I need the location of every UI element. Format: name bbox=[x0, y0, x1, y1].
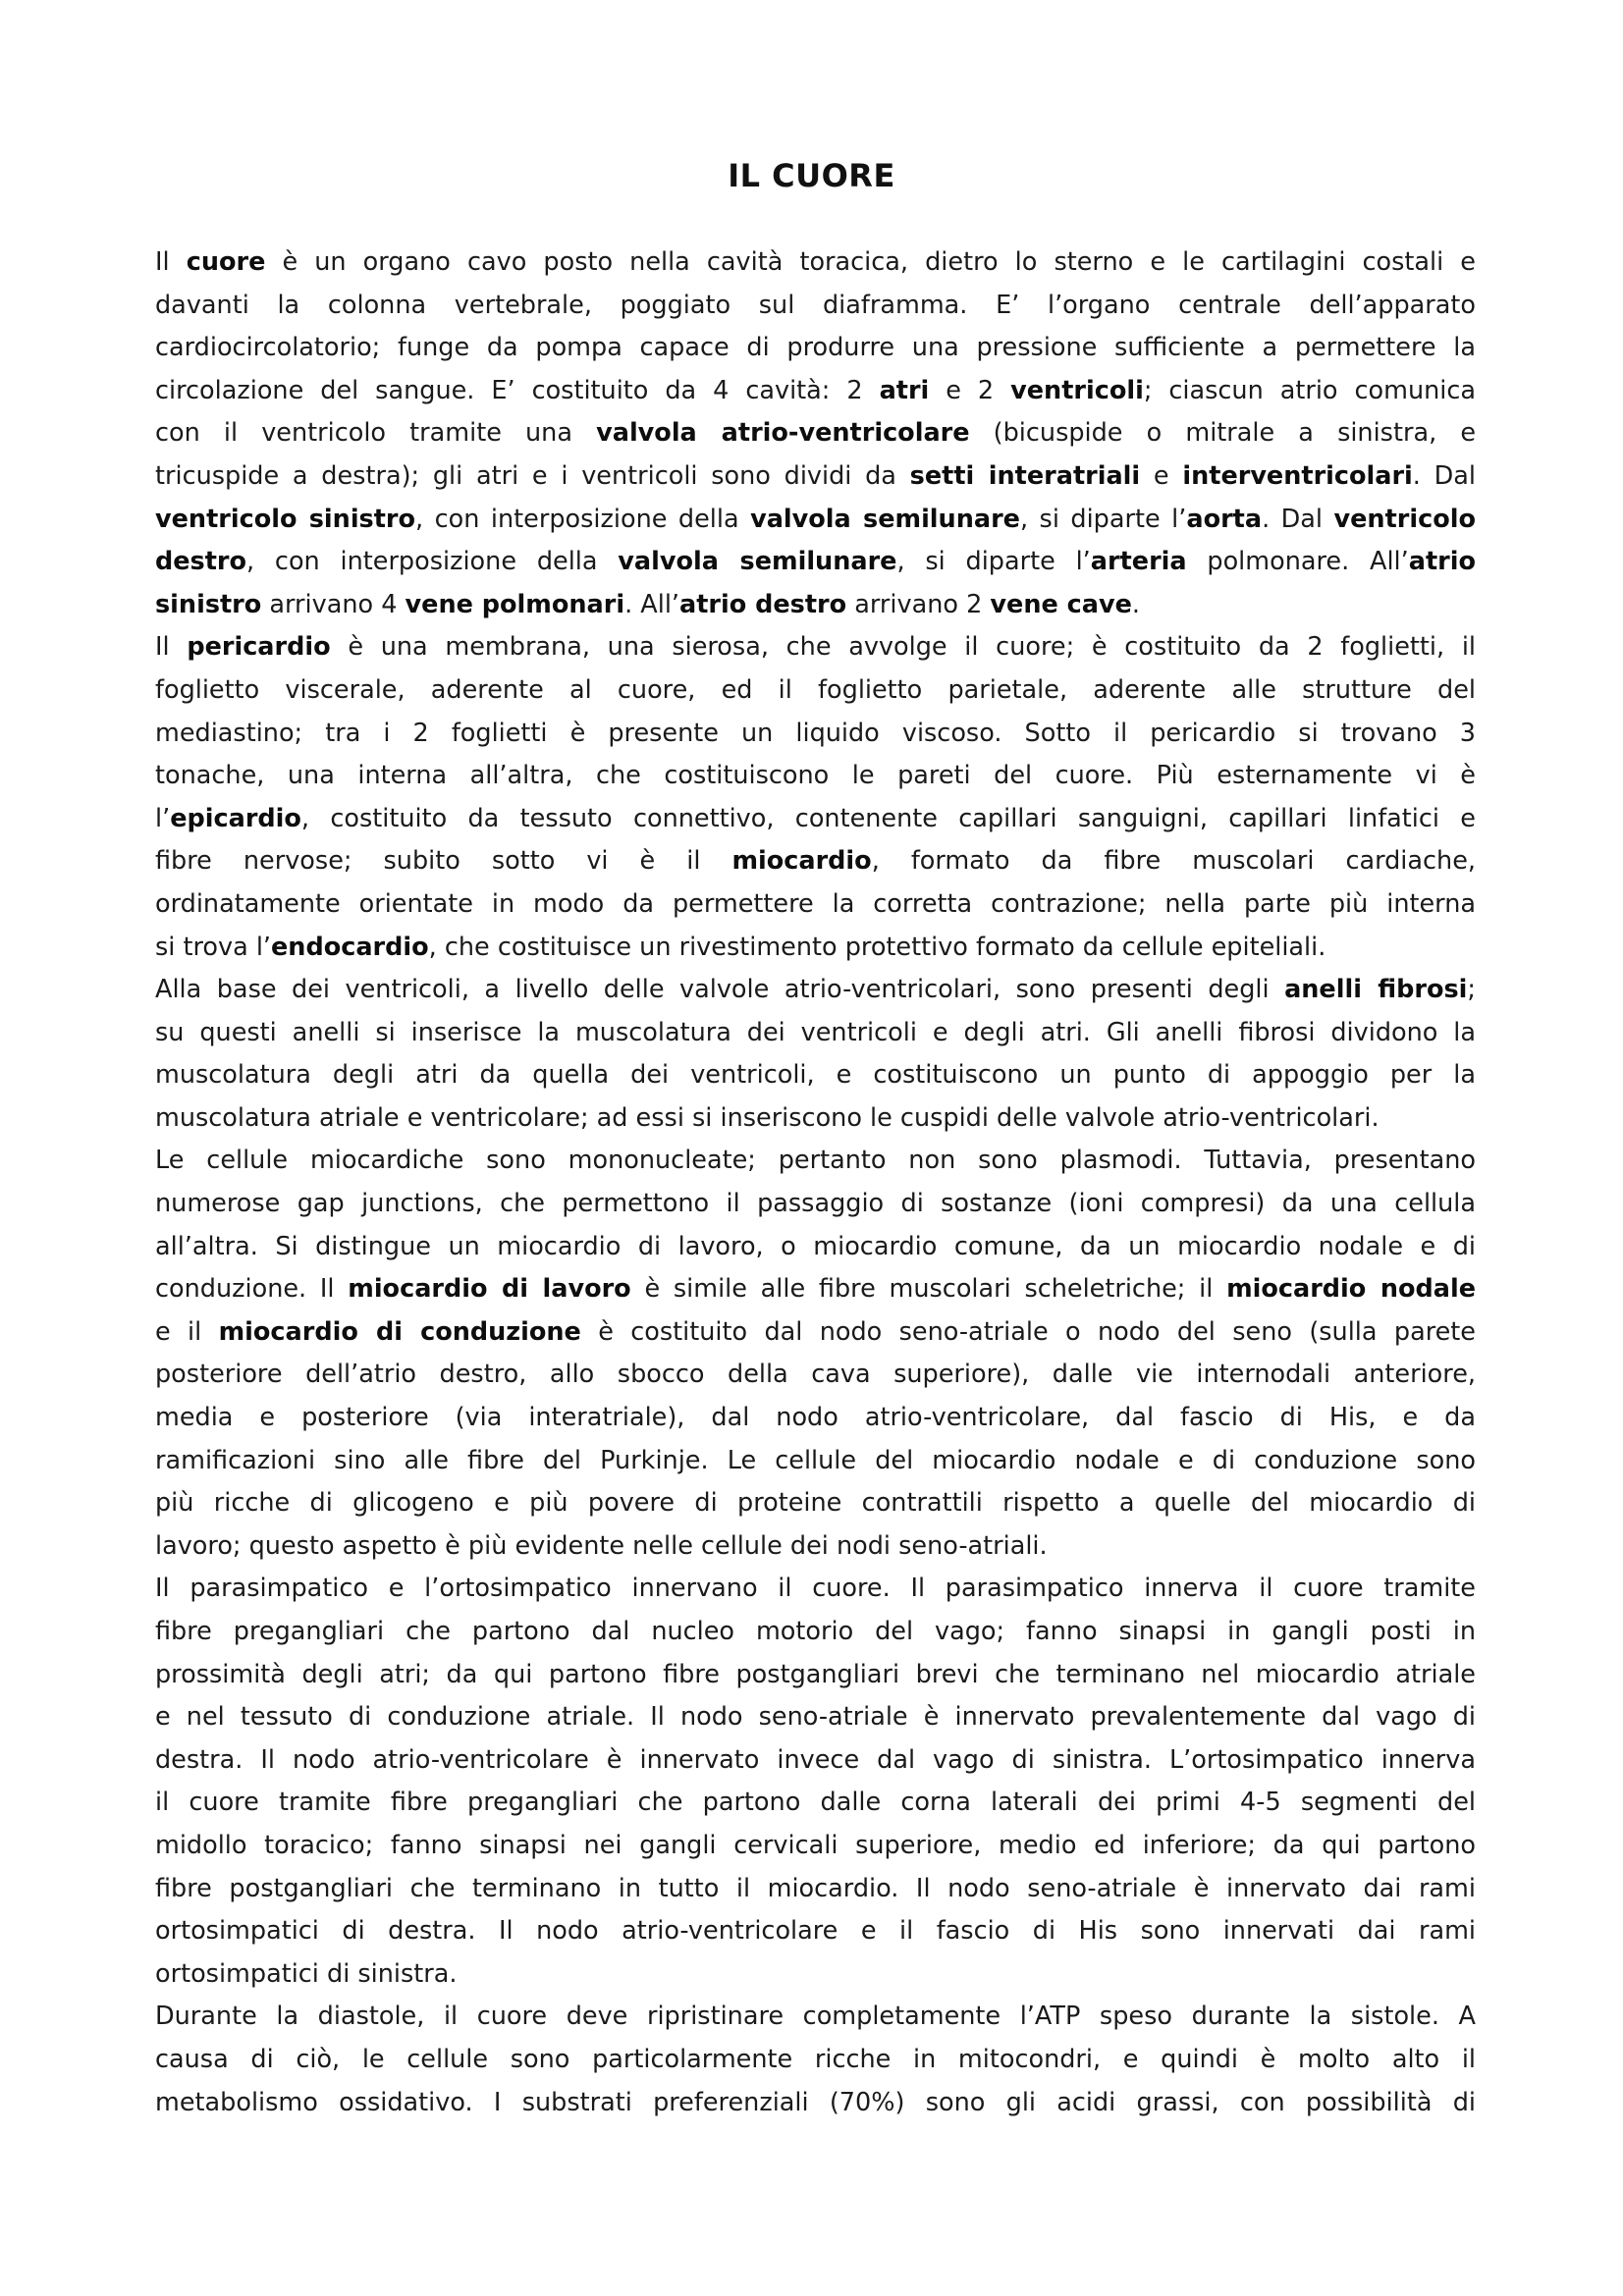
text-line: posteriore dell’atrio destro, allo sbocco della cava superiore), dalle vie internodali anteriore, bbox=[155, 1360, 1476, 1390]
text-line: ramificazioni sino alle fibre del Purkinje. Le cellule del miocardio nodale e di conduzione sono bbox=[155, 1445, 1476, 1475]
text-line: ortosimpatici di sinistra. bbox=[155, 1958, 458, 1989]
text-line: ventricolo sinistro, con interposizione della valvola semilunare, si diparte l’aorta. Dal ventricolo bbox=[155, 504, 1476, 534]
text-line: il cuore tramite fibre pregangliari che partono dalle corna laterali dei primi 4-5 segmenti del bbox=[155, 1788, 1476, 1818]
text-line: prossimità degli atri; da qui partono fibre postgangliari brevi che terminano nel miocardio atriale bbox=[155, 1659, 1476, 1689]
text-line: media e posteriore (via interatriale), dal nodo atrio-ventricolare, dal fascio di His, e da bbox=[155, 1403, 1476, 1433]
text-line: tonache, una interna all’altra, che costituiscono le pareti del cuore. Più esternamente vi è bbox=[155, 761, 1476, 791]
text-line: cardiocircolatorio; funge da pompa capace di produrre una pressione sufficiente a permettere la bbox=[155, 333, 1476, 363]
text-line: destro, con interposizione della valvola semilunare, si diparte l’arteria polmonare. All’atrio bbox=[155, 547, 1476, 577]
text-line: muscolatura degli atri da quella dei ventricoli, e costituiscono un punto di appoggio per la bbox=[155, 1060, 1476, 1091]
text-line: destra. Il nodo atrio-ventricolare è innervato invece dal vago di sinistra. L’ortosimpatico innerva bbox=[155, 1744, 1476, 1775]
text-line: con il ventricolo tramite una valvola atrio-ventricolare (bicuspide o mitrale a sinistra, e bbox=[155, 418, 1477, 449]
text-line: fibre pregangliari che partono dal nucleo motorio del vago; fanno sinapsi in gangli posti in bbox=[155, 1617, 1476, 1646]
text-line: e il miocardio di conduzione è costituito dal nodo seno-atriale o nodo del seno (sulla parete bbox=[155, 1316, 1476, 1347]
text-line: Il cuore è un organo cavo posto nella cavità toracica, dietro lo sterno e le cartilagini costali e bbox=[155, 247, 1476, 277]
text-line: muscolatura atriale e ventricolare; ad essi si inseriscono le cuspidi delle valvole atrio-ventricolari. bbox=[155, 1102, 1380, 1133]
text-line: numerose gap junctions, che permettono il passaggio di sostanze (ioni compresi) da una cellula bbox=[155, 1189, 1476, 1219]
text-line: Durante la diastole, il cuore deve ripristinare completamente l’ATP speso durante la sistole. A bbox=[155, 2002, 1476, 2032]
text-line: più ricche di glicogeno e più povere di proteine contrattili rispetto a quelle del miocardio di bbox=[155, 1488, 1476, 1519]
text-line: all’altra. Si distingue un miocardio di lavoro, o miocardio comune, da un miocardio nodale e di bbox=[155, 1231, 1476, 1261]
text-line: sinistro arrivano 4 vene polmonari. All’atrio destro arrivano 2 vene cave. bbox=[155, 589, 1140, 619]
text-line: Alla base dei ventricoli, a livello delle valvole atrio-ventricolari, sono presenti degli anelli fibrosi; bbox=[155, 975, 1476, 1005]
text-line: lavoro; questo aspetto è più evidente nelle cellule dei nodi seno-atriali. bbox=[155, 1530, 1048, 1561]
text-line: tricuspide a destra); gli atri e i ventricoli sono dividi da setti interatriali e interventricolari. Dal bbox=[155, 460, 1476, 491]
text-line: si trova l’endocardio, che costituisce un rivestimento protettivo formato da cellule epiteliali. bbox=[155, 932, 1326, 962]
text-line: l’epicardio, costituito da tessuto connettivo, contenente capillari sanguigni, capillari linfatici e bbox=[155, 803, 1476, 833]
text-line: causa di ciò, le cellule sono particolarmente ricche in mitocondri, e quindi è molto alto il bbox=[155, 2044, 1476, 2074]
text-line: fibre postgangliari che terminano in tutto il miocardio. Il nodo seno-atriale è innervato dai rami bbox=[155, 1873, 1476, 1903]
text-line: metabolismo ossidativo. I substrati preferenziali (70%) sono gli acidi grassi, con possibilità di bbox=[155, 2087, 1476, 2117]
text-line: foglietto viscerale, aderente al cuore, ed il foglietto parietale, aderente alle strutture del bbox=[155, 674, 1476, 705]
text-line: e nel tessuto di conduzione atriale. Il nodo seno-atriale è innervato prevalentemente dal vago di bbox=[155, 1702, 1476, 1733]
text-line: conduzione. Il miocardio di lavoro è simile alle fibre muscolari scheletriche; il miocardio nodale bbox=[155, 1274, 1476, 1305]
text-line: Le cellule miocardiche sono mononucleate; pertanto non sono plasmodi. Tuttavia, presentano bbox=[155, 1146, 1476, 1176]
text-line: Il parasimpatico e l’ortosimpatico innervano il cuore. Il parasimpatico innerva il cuore tramite bbox=[155, 1574, 1476, 1604]
text-line: su questi anelli si inserisce la muscolatura dei ventricoli e degli atri. Gli anelli fibrosi dividono la bbox=[155, 1017, 1476, 1047]
text-line: ordinatamente orientate in modo da permettere la corretta contrazione; nella parte più interna bbox=[155, 888, 1476, 919]
text-line: ortosimpatici di destra. Il nodo atrio-ventricolare e il fascio di His sono innervati dai rami bbox=[155, 1916, 1476, 1947]
page-title: IL CUORE bbox=[728, 157, 895, 194]
text-line: mediastino; tra i 2 foglietti è presente un liquido viscoso. Sotto il pericardio si trovano 3 bbox=[155, 718, 1476, 748]
text-line: Il pericardio è una membrana, una sierosa, che avvolge il cuore; è costituito da 2 foglietti, il bbox=[155, 632, 1476, 663]
text-line: midollo toracico; fanno sinapsi nei gangli cervicali superiore, medio ed inferiore; da qui partono bbox=[155, 1830, 1476, 1860]
text-line: circolazione del sangue. E’ costituito da 4 cavità: 2 atri e 2 ventricoli; ciascun atrio comunica bbox=[155, 375, 1477, 405]
text-line: davanti la colonna vertebrale, poggiato sul diaframma. E’ l’organo centrale dell’apparato bbox=[155, 290, 1476, 320]
body-text bbox=[155, 241, 1476, 2124]
text-line: fibre nervose; subito sotto vi è il miocardio, formato da fibre muscolari cardiache, bbox=[155, 846, 1476, 877]
